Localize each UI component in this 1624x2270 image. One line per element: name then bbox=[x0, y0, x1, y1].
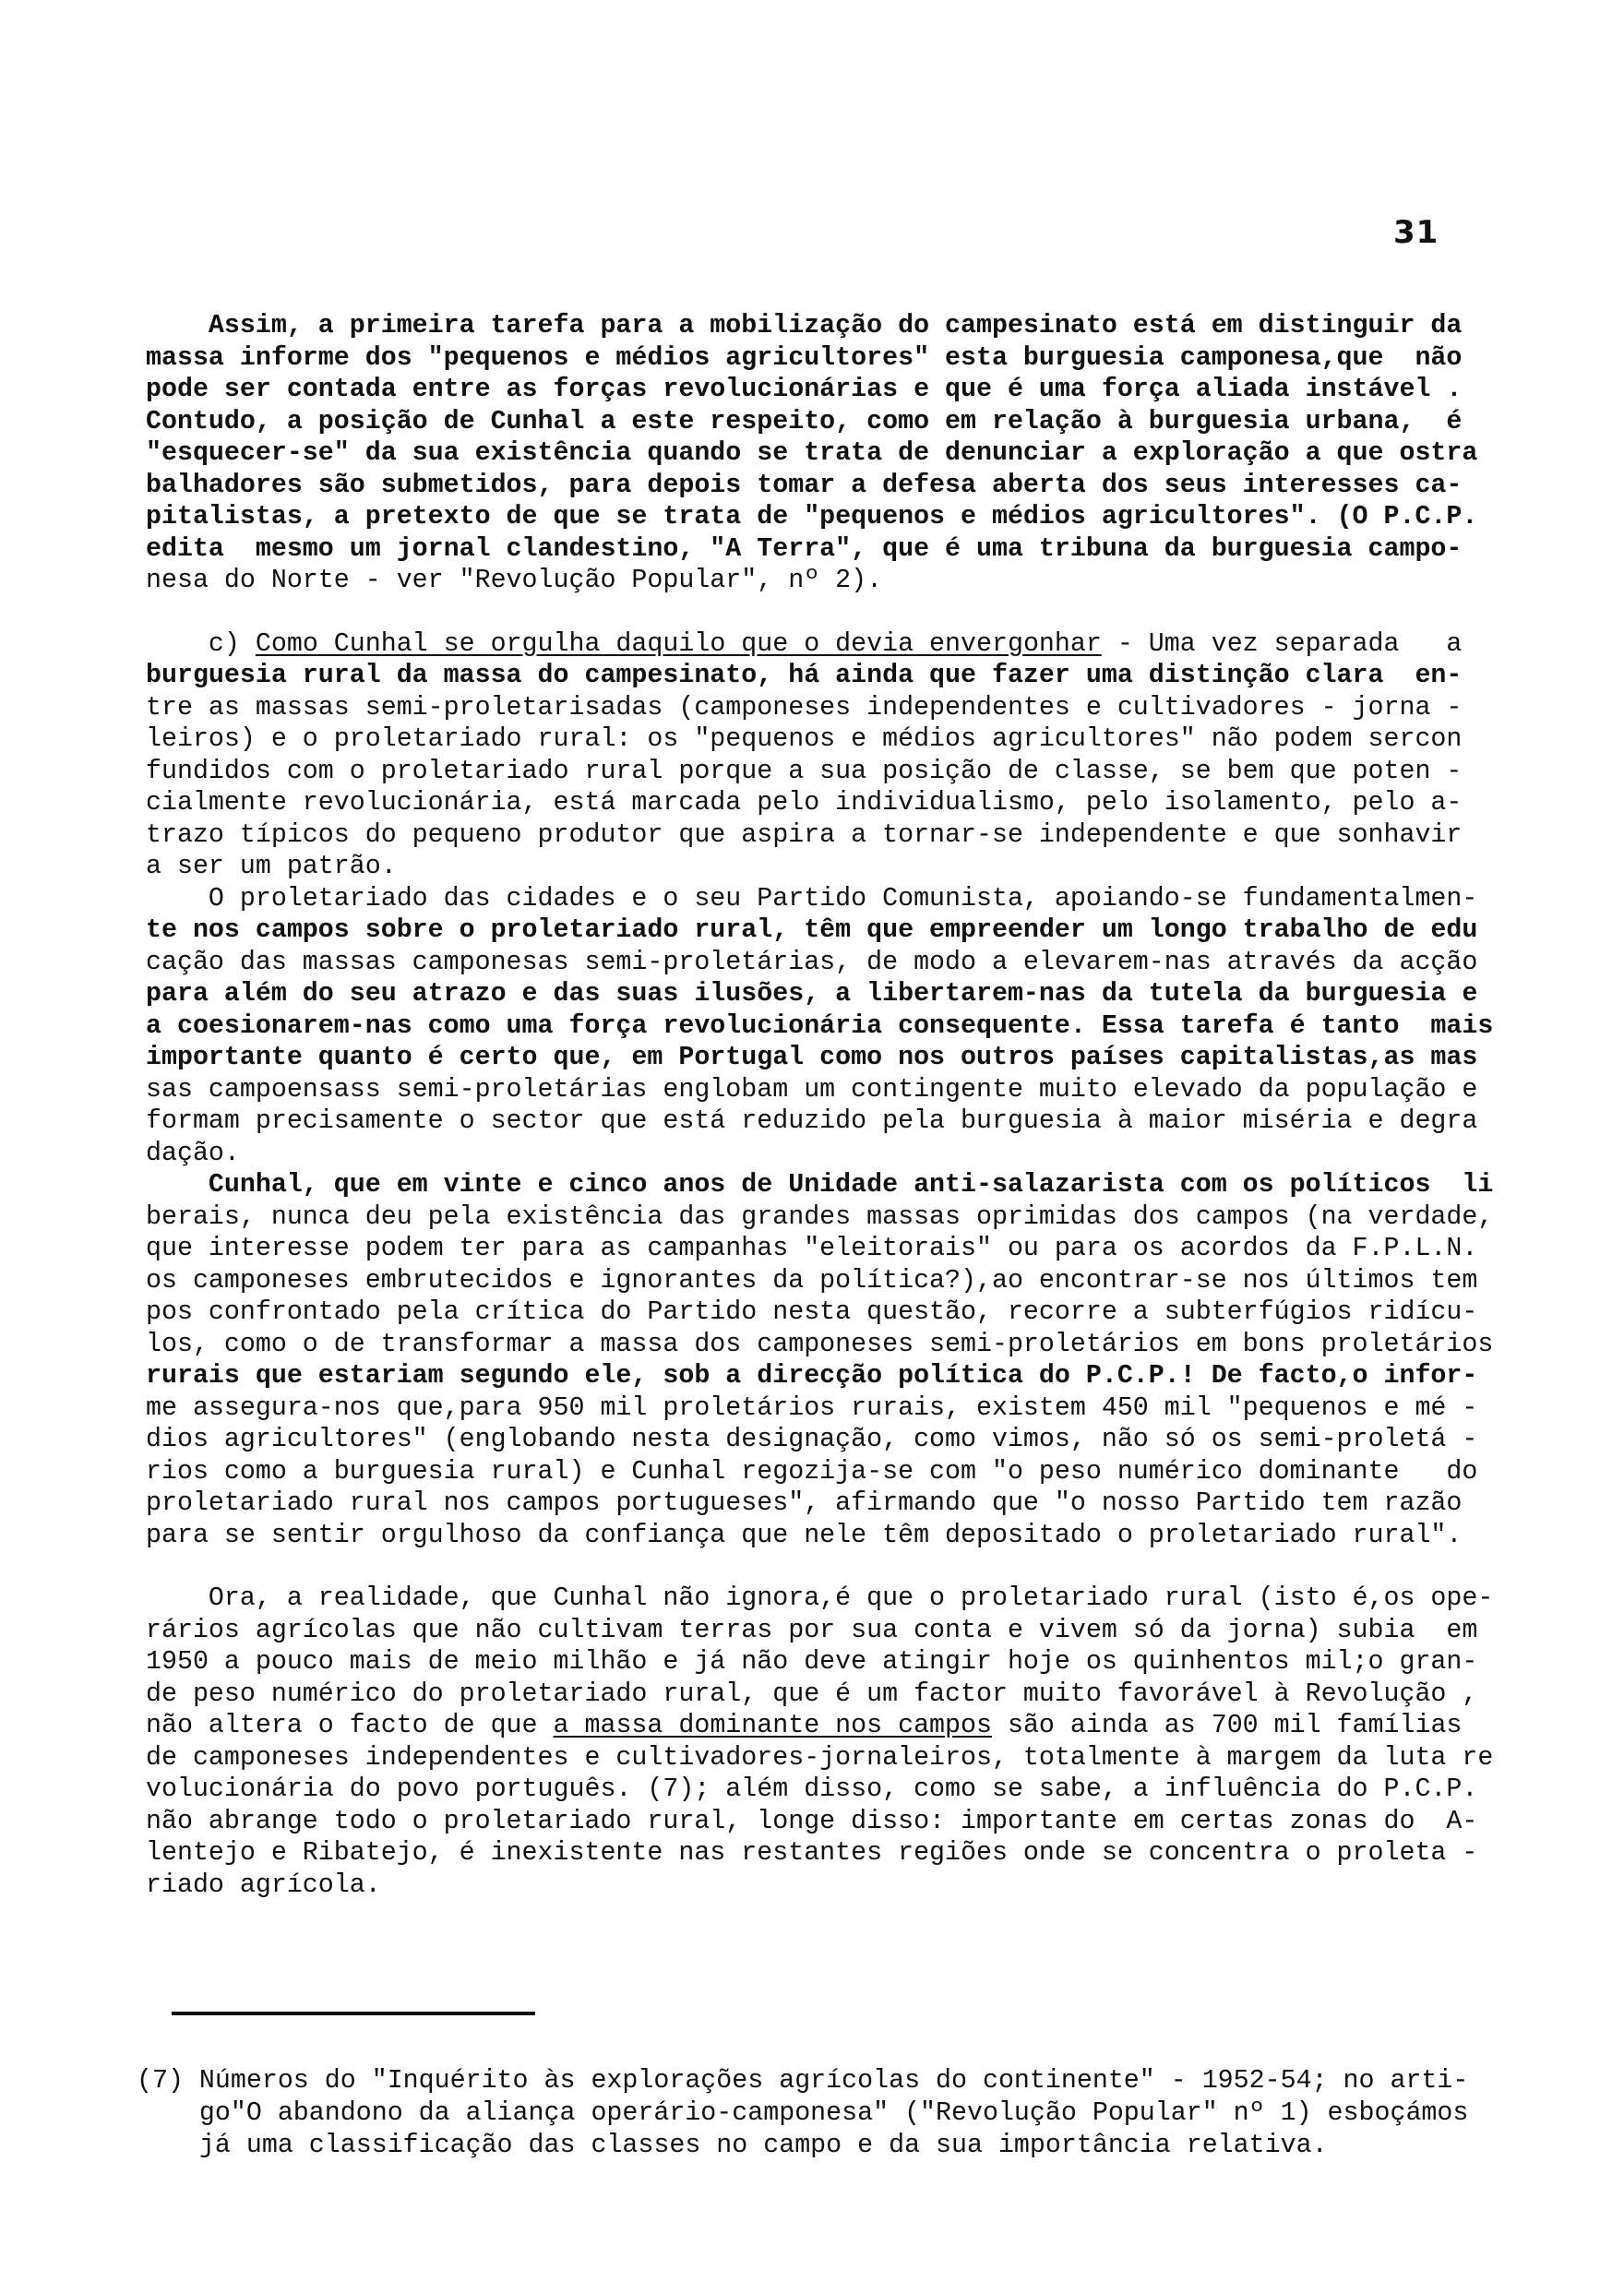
text-line: Contudo, a posição de Cunhal a este respeito, como em relação à burguesia urbana, é bbox=[146, 406, 1463, 436]
text-line: rários agrícolas que não cultivam terras por sua conta e vivem só da jorna) subia em bbox=[146, 1615, 1478, 1645]
footnote-line: go"O abandono da aliança operário-camponesa" ("Revolução Popular" nº 1) esboçámos bbox=[137, 2098, 1469, 2128]
body-text bbox=[146, 310, 1494, 1901]
text-line: pos confrontado pela crítica do Partido nesta questão, recorre a subterfúgios ridícu- bbox=[146, 1297, 1478, 1327]
text-line: balhadores são submetidos, para depois tomar a defesa aberta dos seus interesses ca- bbox=[146, 470, 1463, 500]
section-heading: Como Cunhal se orgulha daquilo que o devia envergonhar bbox=[255, 628, 1102, 659]
text-line: não abrange todo o proletariado rural, longe disso: importante em certas zonas do A- bbox=[146, 1806, 1478, 1836]
paragraph-1 bbox=[146, 310, 1486, 597]
text-line: me assegura-nos que,para 950 mil proletários rurais, existem 450 mil "pequenos e mé - bbox=[146, 1392, 1478, 1423]
text-line: a ser um patrão. bbox=[146, 852, 397, 881]
text-line: pitalistas, a pretexto de que se trata de "pequenos e médios agricultores". (O P.C.P. bbox=[146, 502, 1478, 532]
text-line: tre as massas semi-proletarisadas (camponeses independentes e cultivadores - jorna - bbox=[146, 692, 1463, 723]
text-segment: não altera o facto de que bbox=[146, 1711, 554, 1740]
text-line: massa informe dos "pequenos e médios agricultores" esta burguesia camponesa,que não bbox=[146, 342, 1463, 373]
text-line: formam precisamente o sector que está reduzido pela burguesia à maior miséria e degra bbox=[146, 1106, 1478, 1136]
text-line: riado agrícola. bbox=[146, 1870, 381, 1900]
heading-prefix: c) bbox=[146, 628, 256, 659]
text-segment: são ainda as 700 mil famílias bbox=[991, 1711, 1463, 1740]
paragraph-gap bbox=[146, 597, 1486, 628]
text-line: volucionária do povo português. (7); além disso, como se sabe, a influência do P.C.P. bbox=[146, 1774, 1478, 1804]
footnote-line: já uma classificação das classes no campo e da sua importância relativa. bbox=[137, 2131, 1328, 2160]
text-line: a coesionarem-nas como uma força revolucionária consequente. Essa tarefa é tanto mais bbox=[146, 1010, 1494, 1041]
text-line: leiros) e o proletariado rural: os "pequenos e médios agricultores" não podem sercon bbox=[146, 724, 1463, 754]
text-line: trazo típicos do pequeno produtor que aspira a tornar-se independente e que sonhavir bbox=[146, 819, 1463, 850]
text-line: te nos campos sobre o proletariado rural, têm que empreender um longo trabalho de edu bbox=[146, 915, 1478, 945]
text-line: para além do seu atrazo e das suas ilusões, a libertarem-nas da tutela da burguesia e bbox=[146, 979, 1478, 1009]
text-line: edita mesmo um jornal clandestino, "A Terra", que é uma tribuna da burguesia campo- bbox=[146, 533, 1463, 564]
text-line: berais, nunca deu pela existência das grandes massas oprimidas dos campos (na verdade, bbox=[146, 1201, 1494, 1232]
paragraph-3 bbox=[146, 1583, 1494, 1901]
text-line: burguesia rural da massa do campesinato, há ainda que fazer uma distinção clara en- bbox=[146, 661, 1463, 690]
text-line: que interesse podem ter para as campanhas "eleitorais" ou para os acordos da F.P.L.N. bbox=[146, 1234, 1478, 1263]
footnote-divider bbox=[172, 2012, 535, 2015]
text-line: sas campoensass semi-proletárias englobam um contingente muito elevado da população e bbox=[146, 1074, 1478, 1105]
text-line: los, como o de transformar a massa dos camponeses semi-proletários em bons proletários bbox=[146, 1329, 1494, 1359]
text-line: para se sentir orgulhoso da confiança que nele têm depositado o proletariado rural". bbox=[146, 1520, 1463, 1550]
text-line: fundidos com o proletariado rural porque a sua posição de classe, se bem que poten - bbox=[146, 756, 1463, 786]
text-line: pode ser contada entre as forças revolucionárias e que é uma força aliada instável . bbox=[146, 375, 1463, 404]
text-line: nesa do Norte - ver "Revolução Popular", nº 2). bbox=[146, 566, 883, 595]
text-line: "esquecer-se" da sua existência quando se trata de denunciar a exploração a que ostra bbox=[146, 438, 1478, 468]
underlined-text-line bbox=[146, 1710, 1486, 1742]
page-number: 31 bbox=[1393, 214, 1439, 251]
underlined-phrase: a massa dominante nos campos bbox=[553, 1711, 992, 1740]
text-line: cialmente revolucionária, está marcada pelo individualismo, pelo isolamento, pelo a- bbox=[146, 788, 1463, 818]
footnote-line: (7) Números do "Inquérito às explorações agrícolas do continente" - 1952-54; no arti- bbox=[137, 2066, 1469, 2096]
text-line: Cunhal, que em vinte e cinco anos de Unidade anti-salazarista com os políticos li bbox=[146, 1170, 1494, 1200]
text-line: Ora, a realidade, que Cunhal não ignora,é que o proletariado rural (isto é,os ope- bbox=[146, 1583, 1494, 1613]
text-line: dação. bbox=[146, 1138, 240, 1168]
text-line: 1950 a pouco mais de meio milhão e já não deve atingir hoje os quinhentos mil;o gran- bbox=[146, 1647, 1478, 1677]
footnote bbox=[137, 2065, 1484, 2162]
text-line: importante quanto é certo que, em Portugal como nos outros países capitalistas,as mas bbox=[146, 1043, 1478, 1072]
text-line: proletariado rural nos campos portugueses", afirmando que "o nosso Partido tem razão bbox=[146, 1488, 1463, 1518]
text-line: os camponeses embrutecidos e ignorantes da política?),ao encontrar-se nos últimos tem bbox=[146, 1265, 1478, 1296]
text-line: lentejo e Ribatejo, é inexistente nas restantes regiões onde se concentra o proleta - bbox=[146, 1838, 1478, 1868]
heading-suffix: - Uma vez separada a bbox=[1101, 628, 1463, 659]
section-heading-line bbox=[146, 628, 1486, 661]
text-line: Assim, a primeira tarefa para a mobilização do campesinato está em distinguir da bbox=[146, 311, 1463, 340]
text-line: rurais que estariam segundo ele, sob a direcção política do P.C.P.! De facto,o infor- bbox=[146, 1361, 1478, 1391]
text-line: de peso numérico do proletariado rural, que é um factor muito favorável à Revolução , bbox=[146, 1679, 1478, 1709]
text-line: O proletariado das cidades e o seu Partido Comunista, apoiando-se fundamentalmen- bbox=[146, 883, 1478, 914]
paragraph-gap bbox=[146, 1551, 1486, 1583]
text-line: cação das massas camponesas semi-proletárias, de modo a elevarem-nas através da acção bbox=[146, 947, 1478, 977]
text-line: dios agricultores" (englobando nesta designação, como vimos, não só os semi-proletá - bbox=[146, 1425, 1478, 1454]
text-line: rios como a burguesia rural) e Cunhal regozija-se com "o peso numérico dominante do bbox=[146, 1456, 1478, 1487]
paragraph-2 bbox=[146, 628, 1494, 1552]
text-line: de camponeses independentes e cultivadores-jornaleiros, totalmente à margem da luta re bbox=[146, 1742, 1494, 1773]
